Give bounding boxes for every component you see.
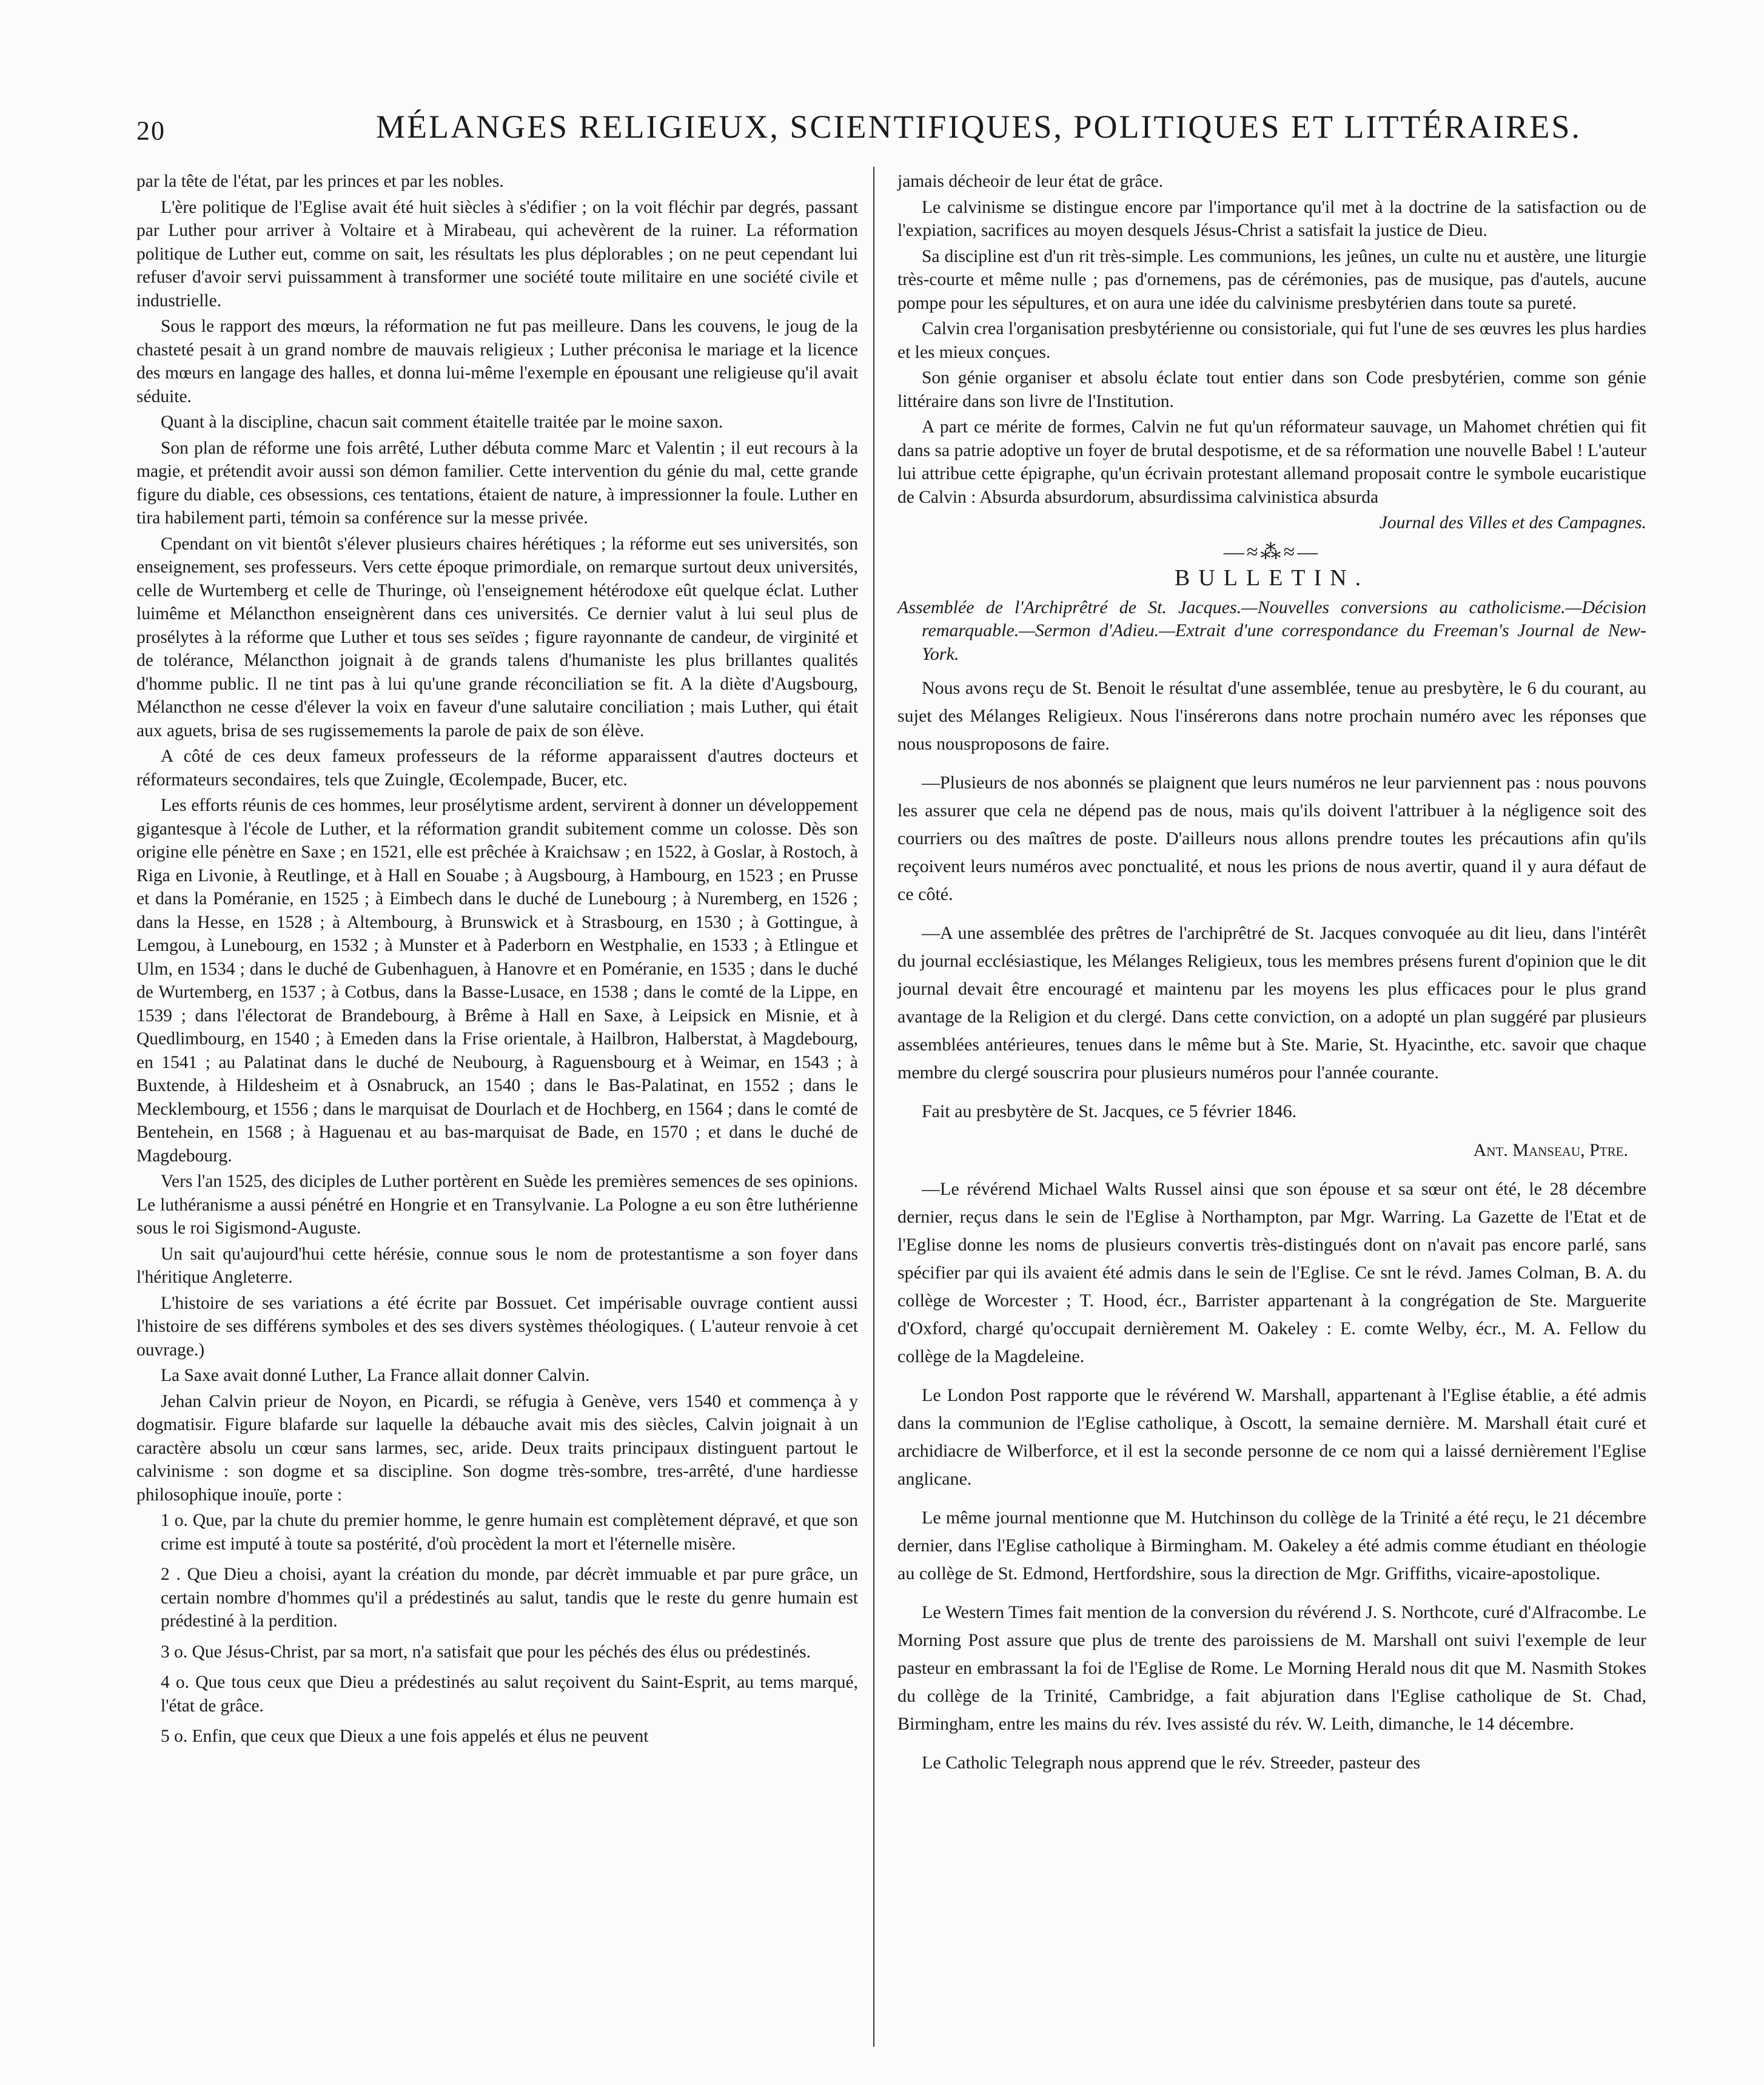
running-title: MÉLANGES RELIGIEUX, SCIENTIFIQUES, POLITIQUES ET LITTÉRAIRES. <box>376 109 1581 145</box>
paragraph: Sa discipline est d'un rit très-simple. Les communions, les jeûnes, un culte nu et austère, une liturgie très-courte et même nulle ; pas d'ornemens, pas de cérémonies, pas de musique, pas d'autels, aucune pompe pour les sépultures, et on aura une idée du calvinisme presbytérien dans toute sa pureté. <box>897 246 1646 313</box>
paragraph: Les efforts réunis de ces hommes, leur prosélytisme ardent, servirent à donner un développement gigantesque à l'école de Luther, et la réformation grandit subitement comme un colosse. Dès son origine elle pénètre en Saxe ; en 1521, elle est prêchée à Kraichsaw ; en 1522, à Goslar, à Rostoch, à Riga en Livonie, à Reutlinge, et à Hall en Souabe ; à Augsbourg, à Hambourg, en 1523 ; en Prusse et dans la Poméranie, en 1525 ; à Eimbech dans le duché de Lunebourg ; à Nuremberg, en 1526 ; dans la Hesse, en 1528 ; à Altembourg, à Brunswick et à Strasbourg, en 1530 ; à Gottingue, à Lemgou, à Lunebourg, en 1532 ; à Munster et à Paderborn en Westphalie, en 1533 ; à Etlingue et Ulm, en 1534 ; dans le duché de Gubenhaguen, à Hanovre et en Poméranie, en 1535 ; dans le duché de Wurtemberg, en 1537 ; à Cotbus, dans la Basse-Lusace, en 1538 ; dans le comté de la Lippe, en 1539 ; dans l'électorat de Brandebourg, à Brême à Hall en Saxe, à Leipsick en Misnie, et à Quedlimbourg, en 1540 ; à Emeden dans la Frise orientale, à Hailbron, Halberstat, à Magdebourg, en 1541 ; au Palatinat dans le duché de Neubourg, à Raguensbourg et à Weimar, en 1543 ; à Buxtende, à Hildesheim et à Osnabruck, an 1540 ; dans le Bas-Palatinat, en 1552 ; dans le Mecklembourg, et 1556 ; dans le marquisat de Dourlach et de Hochberg, en 1564 ; dans le comté de Bentehein, en 1568 ; à Haguenau et au bas-marquisat de Bade, en 1570 ; et dans le duché de Magdebourg. <box>136 796 858 1166</box>
news-paragraph: Le même journal mentionne que M. Hutchinson du collège de la Trinité a été reçu, le 21 décembre dernier, dans l'Eglise catholique à Birmingham. M. Oakeley a été admis comme étudiant en théologie au collège de St. Edmond, Hertfordshire, sous la direction de Mgr. Griffiths, vicaire-apostolique. <box>897 1508 1646 1583</box>
paragraph: Jehan Calvin prieur de Noyon, en Picardi, se réfugia à Genève, vers 1540 et commença à y dogmatisir. Figure blafarde sur laquelle la débauche avait mis des siècles, Calvin joignait à un caractère absolu un cœur sans larmes, sec, aride. Deux traits principaux distinguent partout le calvinisme : son dogme et sa discipline. Son dogme très-sombre, tres-arrêté, d'une hardiesse philosophique inouïe, porte : <box>136 1391 858 1505</box>
paragraph: Cpendant on vit bientôt s'élever plusieurs chaires hérétiques ; la réforme eut ses universités, son enseignement, ses professeurs. Vers cette époque primordiale, on remarque surtout deux universités, celle de Wurtemberg et celle de Thuringe, où l'enseignement hétérodoxe eût quelque éclat. Luther luimême et Mélancthon enseignèrent dans ces universités. Ce dernier valut à lui seul plus de prosélytes à la réforme que Luther et tous ses seïdes ; figure rayonnante de candeur, de virginité et de tolérance, Mélancthon joignait à de grands talens d'humaniste les plus brillantes qualités d'homme public. Il ne tint pas à lui qu'une grande réconciliation se fit. A la diète d'Augsbourg, Mélancthon ne cesse d'élever la voix en faveur d'une salutaire conciliation ; mais Luther, qui était aux aguets, brisa de ses rugissemements la parole de paix de son élève. <box>136 534 858 740</box>
paragraph: Vers l'an 1525, des diciples de Luther portèrent en Suède les premières semences de ses opinions. Le luthéranisme a aussi pénétré en Hongrie et en Transylvanie. La Pologne a eu son être luthérienne sous le roi Sigismond-Auguste. <box>136 1172 858 1238</box>
news-paragraph: —Le révérend Michael Walts Russel ainsi que son épouse et sa sœur ont été, le 28 décembre dernier, reçus dans le sein de l'Eglise à Northampton, par Mgr. Warring. La Gazette de l'Etat et de l'Eglise donne les noms de plusieurs convertis très-distingués dont on n'avait pas encore parlé, sans spécifier par qui ils avaient été admis dans le sein de l'Eglise. Ce snt le révd. James Colman, B. A. du collège de Worcester ; T. Hood, écr., Barrister appartenant à la congrégation de Ste. Marguerite d'Oxford, chargé qu'occupait dernièrement M. Oakeley : E. comte Welby, écr., M. A. Fellow du collège de la Magdeleine. <box>897 1179 1646 1366</box>
page-number: 20 <box>136 116 166 146</box>
news-paragraph: Le Catholic Telegraph nous apprend que le rév. Streeder, pasteur des <box>922 1753 1421 1773</box>
paragraph: Un sait qu'aujourd'hui cette hérésie, connue sous le nom de protestantisme a son foyer dans l'héritique Angleterre. <box>136 1244 858 1287</box>
list-item: 3 o. Que Jésus-Christ, par sa mort, n'a satisfait que pour les péchés des élus ou prédestinés. <box>161 1642 811 1662</box>
page-header <box>0 91 1764 158</box>
paragraph: Son plan de réforme une fois arrêté, Luther débuta comme Marc et Valentin ; il eut recours à la magie, et prétendit avoir aussi son démon familier. Cette intervention du génie du mal, cette grande figure du diable, ces obsessions, ces tentations, étaient de nature, à impressionner la foule. Luther en tira habilement parti, témoin sa conférence sur la messe privée. <box>136 438 858 528</box>
ornament-divider: —≈⁂≈— <box>1223 540 1321 563</box>
news-paragraph: Le Western Times fait mention de la conversion du révérend J. S. Northcote, curé d'Alfracombe. Le Morning Post assure que plus de trente des paroissiens de M. Marshall ont suivi l'exemple de leur pasteur en embrassant la foi de l'Eglise de Rome. Le Morning Herald nous dit que M. Nasmith Stokes du collège de la Trinité, Cambridge, a fait abjuration dans l'Eglise catholique de St. Chad, Birmingham, entre les mains du rév. Ives assisté du rév. W. Leith, dimanche, le 14 décembre. <box>897 1602 1646 1734</box>
source-credit: Journal des Villes et des Campagnes. <box>1379 513 1646 532</box>
left-column <box>136 170 858 1756</box>
bulletin-title: BULLETIN. <box>1174 565 1370 591</box>
source-credit-row <box>897 511 1646 535</box>
paragraph: Quant à la discipline, chacun sait comment étaitelle traitée par le moine saxon. <box>161 412 723 432</box>
list-item: 1 o. Que, par la chute du premier homme, le genre humain est complètement dépravé, et que son crime est imputé à toute sa postérité, d'où procèdent la mort et l'éternelle misère. <box>161 1511 858 1554</box>
paragraph: Calvin crea l'organisation presbytérienne ou consistoriale, qui fut l'une de ses œuvres les plus hardies et les mieux conçues. <box>897 319 1646 362</box>
paragraph: Le calvinisme se distingue encore par l'importance qu'il met à la doctrine de la satisfaction ou de l'expiation, sacrifices au moyen desquels Jésus-Christ a satisfait la justice de Dieu. <box>897 197 1646 240</box>
paragraph: A côté de ces deux fameux professeurs de la réforme apparaissent d'autres docteurs et réformateurs secondaires, tels que Zuingle, Œcolempade, Bucer, etc. <box>136 747 858 790</box>
paragraph: L'histoire de ses variations a été écrite par Bossuet. Cet impérisable ouvrage contient aussi l'histoire de ses différens symboles et des ses divers systèmes théologiques. ( L'auteur renvoie à cet ouvrage.) <box>136 1293 858 1360</box>
bulletin-paragraph: Fait au presbytère de St. Jacques, ce 5 février 1846. <box>922 1101 1297 1121</box>
paragraph: La Saxe avait donné Luther, La France allait donner Calvin. <box>161 1366 590 1385</box>
news-paragraph: Le London Post rapporte que le révérend W. Marshall, appartenant à l'Eglise établie, a été admis dans la communion de l'Eglise catholique, à Oscott, la semaine dernière. M. Marshall était curé et archidiacre de Wilberforce, et il est la seconde personne de ce nom qui a laissé dernièrement l'Eglise anglicane. <box>897 1385 1646 1489</box>
list-item: 4 o. Que tous ceux que Dieu a prédestinés au salut reçoivent du Saint-Esprit, au tems marqué, l'état de grâce. <box>161 1673 858 1716</box>
paragraph: Sous le rapport des mœurs, la réformation ne fut pas meilleure. Dans les couvens, le joug de la chasteté pesait à un grand nombre de mauvais religieux ; Luther préconisa le mariage et la licence des mœurs en langage des halles, et donna lui-même l'exemple en épousant une religieuse qu'il avait séduite. <box>136 317 858 406</box>
signature: Ant. Manseau, Ptre. <box>1473 1140 1628 1160</box>
paragraph: Son génie organiser et absolu éclate tout entier dans son Code presbytérien, comme son génie littéraire dans son livre de l'Institution. <box>897 368 1646 411</box>
paragraph: jamais décheoir de leur état de grâce. <box>897 172 1164 191</box>
bulletin-paragraph: —A une assemblée des prêtres de l'archiprêtré de St. Jacques convoquée au dit lieu, dans l'intérêt du journal ecclésiastique, les Mélanges Religieux, tous les membres présens furent d'opinion que le dit journal devait être encouragé et maintenu par les moyens les plus efficaces pour le plus grand avantage de la Religion et du clergé. Dans cette conviction, on a adopté un plan suggéré par plusieurs assemblées antérieures, tenues dans le même but à Ste. Marie, St. Hyacinthe, etc. savoir que chaque membre du clergé souscrira pour plusieurs numéros pour l'année courante. <box>897 923 1646 1083</box>
list-item: 5 o. Enfin, que ceux que Dieux a une fois appelés et élus ne peuvent <box>161 1727 649 1746</box>
bulletin-body <box>897 674 1646 1777</box>
paragraph: A part ce mérite de formes, Calvin ne fut qu'un réformateur sauvage, un Mahomet chrétien qui fit dans sa patrie adoptive un foyer de brutal despotisme, et de sa réformation une nouvelle Babel ! L'auteur lui attribue cette épigraphe, qu'un écrivain protestant allemand proposait contre le symbole eucaristique de Calvin : Absurda absurdorum, absurdissima calvinistica absurda <box>897 417 1646 507</box>
bulletin-summary: Assemblée de l'Archiprêtré de St. Jacques.—Nouvelles conversions au catholicisme.—Décision remarquable.—Sermon d'Adieu.—Extrait d'une correspondance du Freeman's Journal de New-York. <box>897 597 1646 664</box>
column-divider <box>873 167 874 2047</box>
bulletin-paragraph: Nous avons reçu de St. Benoit le résultat d'une assemblée, tenue au presbytère, le 6 du courant, au sujet des Mélanges Religieux. Nous l'insérerons dans notre prochain numéro avec les réponses que nous nousproposons de faire. <box>897 678 1646 754</box>
paragraph: L'ère politique de l'Eglise avait été huit siècles à s'édifier ; on la voit fléchir par degrés, passant par Luther pour arriver à Voltaire et à Mirabeau, qui achevèrent de la ruiner. La réformation politique de Luther eut, comme on sait, les résultats les plus déplorables ; on ne peut cependant lui refuser d'avoir servi puissamment à transformer une société toute militaire en une société civile et industrielle. <box>136 197 858 311</box>
list-item: 2 . Que Dieu a choisi, ayant la création du monde, par décrèt immuable et par pure grâce, un certain nombre d'hommes qu'il a prédestinés au salut, tandis que le reste du genre humain est prédestiné à la perdition. <box>161 1565 858 1631</box>
right-column <box>897 170 1646 1788</box>
paragraph: par la tête de l'état, par les princes et par les nobles. <box>136 172 504 191</box>
bulletin-paragraph: —Plusieurs de nos abonnés se plaignent que leurs numéros ne leur parviennent pas : nous pouvons les assurer que cela ne dépend pas de nous, mais qu'ils doivent l'attribuer à la négligence soit des courriers ou des maîtres de poste. D'ailleurs nous allons prendre toutes les précautions afin qu'ils reçoivent leurs numéros avec ponctualité, et nous les prions de nous avertir, quand il y aura défaut de ce côté. <box>897 773 1646 904</box>
